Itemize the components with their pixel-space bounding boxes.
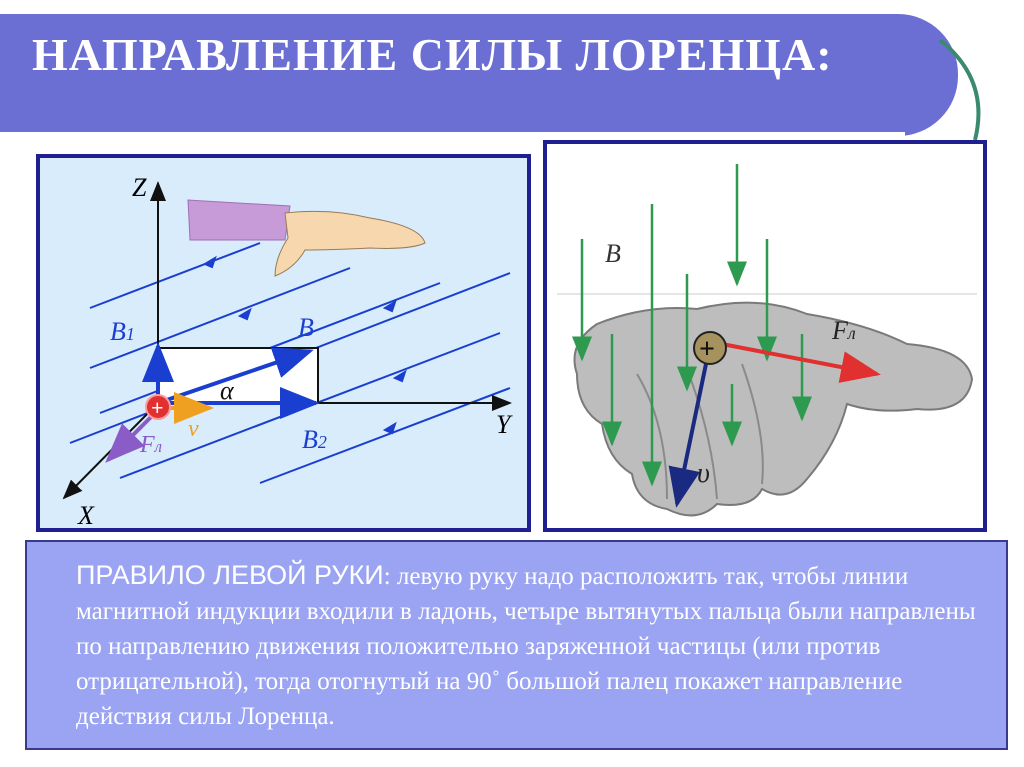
label-f: Fл <box>140 432 163 458</box>
axis-z-label: Z <box>132 173 147 202</box>
axis-y-label: Y <box>496 410 511 439</box>
label-alpha: α <box>220 376 234 405</box>
coordinate-diagram-panel <box>36 154 531 532</box>
label-b1: B1 <box>110 317 135 346</box>
label-f: Fл <box>832 316 856 345</box>
title-underline <box>0 132 905 136</box>
label-b: B <box>298 313 314 342</box>
rule-text <box>76 558 986 734</box>
axis-x-label: X <box>78 501 94 528</box>
coordinate-diagram <box>40 158 527 528</box>
charge-sign: + <box>151 395 164 420</box>
rule-heading: ПРАВИЛО ЛЕВОЙ РУКИ <box>76 560 384 590</box>
left-hand-diagram <box>547 144 983 528</box>
rule-body: : левую руку надо расположить так, чтобы линии магнитной индукции входили в ладонь, четыре вытянутых пальца были направлены по направлению движения положительно заряженной частицы (или против отрицательной), тогда отогнутый на 90˚ большой палец покажет направление действия силы Лоренца. <box>76 563 976 730</box>
label-b: B <box>605 239 621 268</box>
label-b2: B2 <box>302 425 327 454</box>
rule-box <box>25 540 1008 750</box>
label-v: v <box>188 416 199 442</box>
page-title: НАПРАВЛЕНИЕ СИЛЫ ЛОРЕНЦА: <box>32 29 833 80</box>
hand-model <box>575 303 973 516</box>
charge-sign: + <box>699 334 715 365</box>
left-hand-diagram-panel <box>543 140 987 532</box>
label-v: υ <box>697 458 710 489</box>
hand-illustration <box>188 200 425 276</box>
